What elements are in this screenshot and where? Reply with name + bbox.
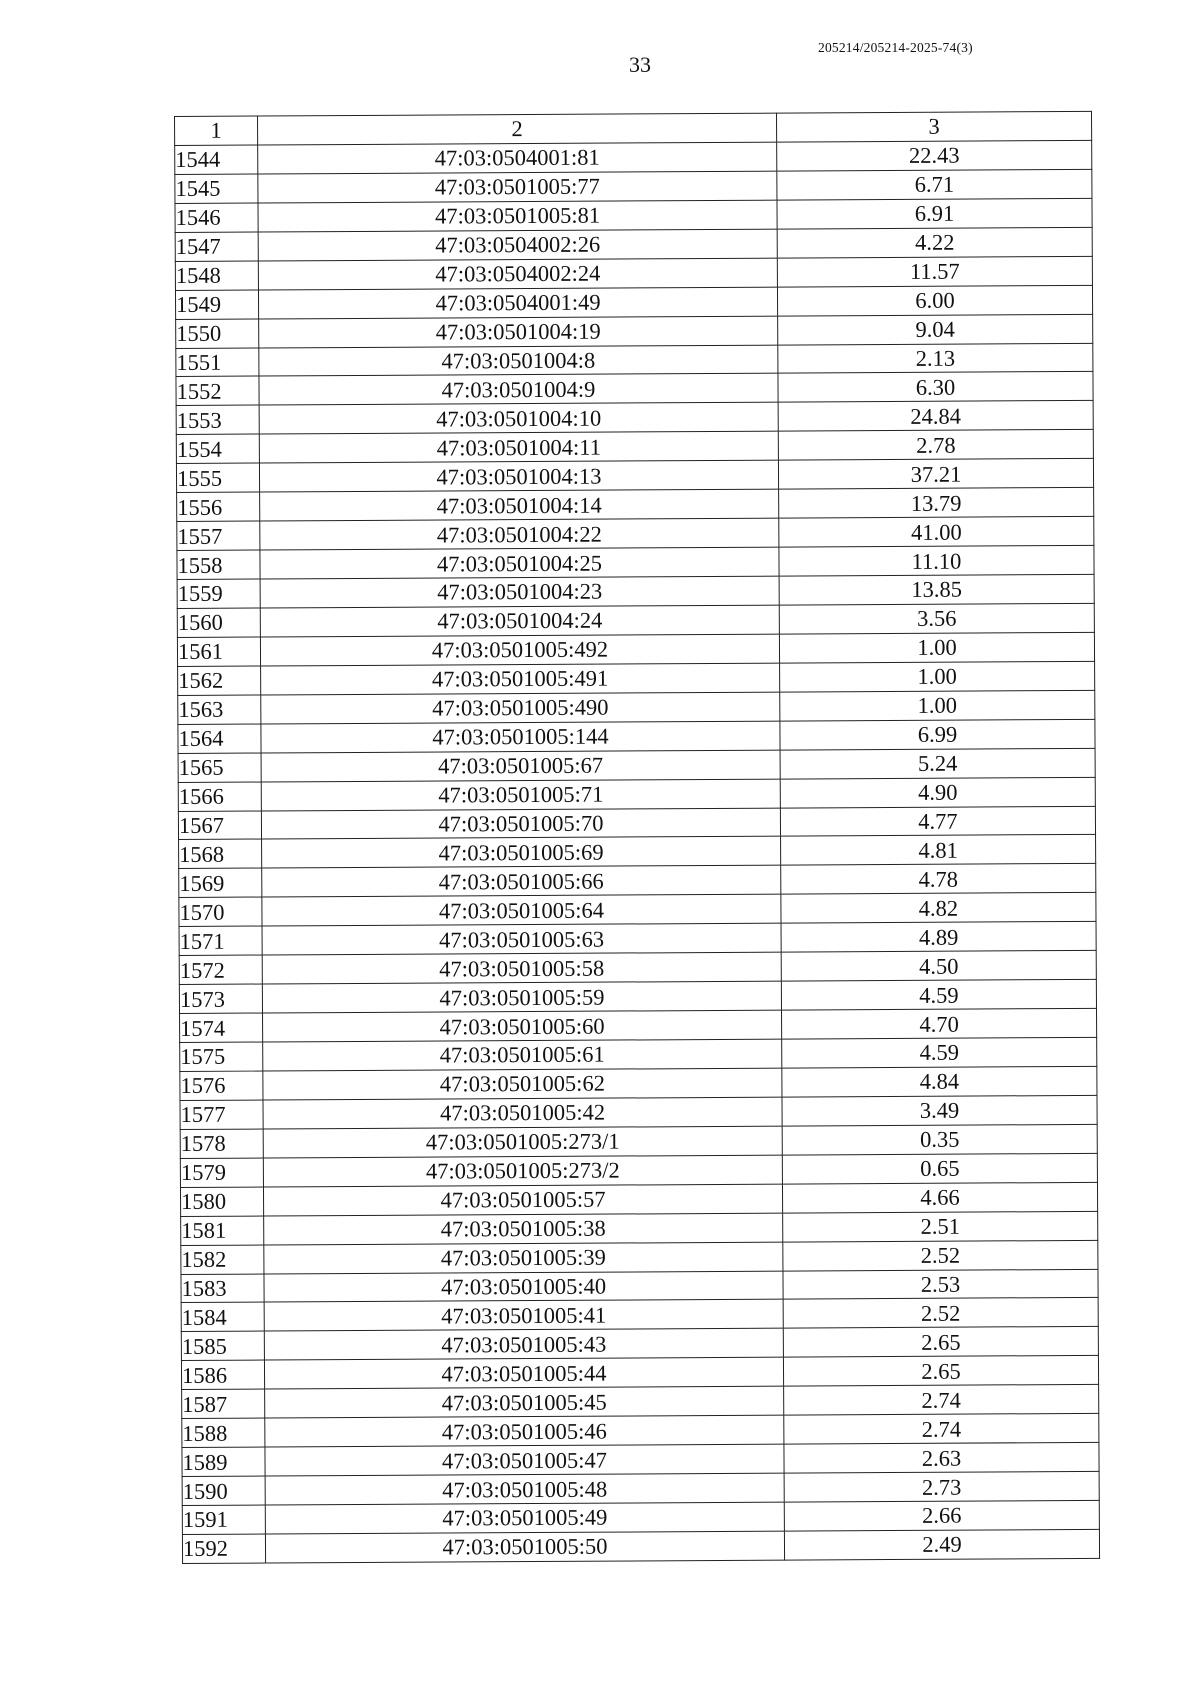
cadastral-number-cell: 47:03:0501004:8	[259, 345, 778, 377]
value-cell: 6.91	[777, 198, 1092, 229]
row-number-cell: 1588	[182, 1418, 265, 1447]
value-cell: 1.00	[779, 632, 1094, 663]
row-number-cell: 1551	[176, 348, 259, 377]
value-cell: 2.51	[783, 1211, 1098, 1242]
cadastral-number-cell: 47:03:0504001:49	[258, 287, 777, 319]
value-cell: 4.59	[782, 1037, 1097, 1068]
cadastral-number-cell: 47:03:0501005:40	[264, 1271, 783, 1303]
cadastral-number-cell: 47:03:0501004:11	[259, 431, 778, 463]
cadastral-number-cell: 47:03:0501005:48	[265, 1473, 784, 1505]
value-cell: 4.78	[781, 864, 1096, 895]
row-number-cell: 1557	[177, 521, 260, 550]
value-cell: 6.00	[777, 285, 1092, 316]
row-number-cell: 1568	[179, 839, 262, 868]
cadastral-number-cell: 47:03:0501004:19	[259, 316, 778, 348]
value-cell: 0.65	[782, 1153, 1097, 1184]
row-number-cell: 1559	[177, 579, 260, 608]
row-number-cell: 1556	[177, 492, 260, 521]
value-cell: 4.70	[782, 1008, 1097, 1039]
table-row	[182, 1529, 1099, 1563]
cadastral-number-cell: 47:03:0501005:47	[265, 1444, 784, 1476]
row-number-cell: 1560	[177, 608, 260, 637]
row-number-cell: 1544	[175, 145, 258, 174]
row-number-cell: 1552	[176, 376, 259, 405]
row-number-cell: 1584	[181, 1302, 264, 1331]
cadastral-number-cell: 47:03:0501005:64	[262, 894, 781, 926]
cadastral-number-cell: 47:03:0501005:492	[260, 634, 779, 666]
value-cell: 2.78	[778, 430, 1093, 461]
row-number-cell: 1558	[177, 550, 260, 579]
row-number-cell: 1566	[178, 782, 261, 811]
value-cell: 4.77	[780, 806, 1095, 837]
row-number-cell: 1582	[181, 1245, 264, 1274]
cadastral-number-cell: 47:03:0501004:14	[260, 489, 779, 521]
cadastral-number-cell: 47:03:0501005:61	[263, 1039, 782, 1071]
cadastral-number-cell: 47:03:0501005:59	[262, 981, 781, 1013]
row-number-cell: 1590	[182, 1476, 265, 1505]
cadastral-number-cell: 47:03:0504002:24	[258, 258, 777, 290]
row-number-cell: 1574	[180, 1013, 263, 1042]
value-cell: 6.30	[778, 372, 1093, 403]
value-cell: 4.59	[781, 979, 1096, 1010]
cadastral-number-cell: 47:03:0501005:41	[264, 1300, 783, 1332]
cadastral-number-cell: 47:03:0501004:22	[260, 518, 779, 550]
row-number-cell: 1572	[179, 955, 262, 984]
cadastral-number-cell: 47:03:0501005:43	[264, 1328, 783, 1360]
cadastral-number-cell: 47:03:0501004:24	[260, 605, 779, 637]
value-cell: 2.65	[783, 1327, 1098, 1358]
cadastral-table	[174, 111, 1100, 1564]
value-cell: 3.49	[782, 1095, 1097, 1126]
cadastral-number-cell: 47:03:0501005:144	[261, 721, 780, 753]
row-number-cell: 1563	[178, 695, 261, 724]
row-number-cell: 1573	[179, 984, 262, 1013]
cadastral-number-cell: 47:03:0501005:39	[264, 1242, 783, 1274]
row-number-cell: 1561	[177, 637, 260, 666]
value-cell: 2.74	[784, 1414, 1099, 1445]
row-number-cell: 1578	[180, 1129, 263, 1158]
row-number-cell: 1565	[178, 753, 261, 782]
cadastral-number-cell: 47:03:0501005:57	[263, 1184, 782, 1216]
cadastral-number-cell: 47:03:0504002:26	[258, 229, 777, 261]
cadastral-number-cell: 47:03:0501005:63	[262, 923, 781, 955]
cadastral-number-cell: 47:03:0501005:70	[261, 808, 780, 840]
cadastral-number-cell: 47:03:0501005:77	[258, 171, 777, 203]
value-cell: 2.63	[784, 1442, 1099, 1473]
row-number-cell: 1581	[181, 1216, 264, 1245]
value-cell: 11.57	[777, 256, 1092, 287]
cadastral-number-cell: 47:03:0501005:44	[264, 1357, 783, 1389]
value-cell: 5.24	[780, 748, 1095, 779]
row-number-cell: 1554	[176, 434, 259, 463]
value-cell: 2.13	[778, 343, 1093, 374]
row-number-cell: 1567	[178, 811, 261, 840]
row-number-cell: 1548	[175, 261, 258, 290]
value-cell: 2.73	[784, 1471, 1099, 1502]
cadastral-number-cell: 47:03:0501004:10	[259, 403, 778, 435]
row-number-cell: 1550	[176, 319, 259, 348]
cadastral-number-cell: 47:03:0501005:38	[264, 1213, 783, 1245]
column-header-1: 1	[175, 116, 258, 145]
row-number-cell: 1575	[180, 1042, 263, 1071]
column-header-2: 2	[258, 113, 777, 145]
value-cell: 2.66	[784, 1500, 1099, 1531]
row-number-cell: 1580	[180, 1187, 263, 1216]
value-cell: 41.00	[779, 516, 1094, 547]
row-number-cell: 1589	[182, 1447, 265, 1476]
row-number-cell: 1571	[179, 926, 262, 955]
value-cell: 2.49	[784, 1529, 1099, 1560]
row-number-cell: 1564	[178, 724, 261, 753]
cadastral-number-cell: 47:03:0501004:25	[260, 547, 779, 579]
value-cell: 9.04	[778, 314, 1093, 345]
value-cell: 1.00	[780, 661, 1095, 692]
value-cell: 4.89	[781, 922, 1096, 953]
cadastral-number-cell: 47:03:0501005:81	[258, 200, 777, 232]
cadastral-number-cell: 47:03:0501005:60	[263, 1010, 782, 1042]
value-cell: 1.00	[780, 690, 1095, 721]
value-cell: 24.84	[778, 401, 1093, 432]
table-body	[175, 111, 1100, 1563]
value-cell: 2.74	[784, 1385, 1099, 1416]
row-number-cell: 1576	[180, 1071, 263, 1100]
value-cell: 2.52	[783, 1240, 1098, 1271]
value-cell: 6.71	[777, 169, 1092, 200]
value-cell: 0.35	[782, 1124, 1097, 1155]
value-cell: 4.90	[780, 777, 1095, 808]
value-cell: 37.21	[778, 459, 1093, 490]
row-number-cell: 1555	[176, 463, 259, 492]
cadastral-number-cell: 47:03:0501005:273/2	[263, 1155, 782, 1187]
value-cell: 11.10	[779, 545, 1094, 576]
row-number-cell: 1545	[175, 174, 258, 203]
row-number-cell: 1591	[182, 1505, 265, 1534]
value-cell: 6.99	[780, 719, 1095, 750]
cadastral-number-cell: 47:03:0501005:45	[265, 1386, 784, 1418]
row-number-cell: 1570	[179, 897, 262, 926]
value-cell: 4.66	[782, 1182, 1097, 1213]
row-number-cell: 1546	[175, 203, 258, 232]
cadastral-number-cell: 47:03:0501005:273/1	[263, 1126, 782, 1158]
value-cell: 4.22	[777, 227, 1092, 258]
row-number-cell: 1549	[175, 290, 258, 319]
cadastral-number-cell: 47:03:0501005:58	[262, 952, 781, 984]
value-cell: 4.81	[781, 835, 1096, 866]
row-number-cell: 1547	[175, 232, 258, 261]
value-cell: 2.52	[783, 1298, 1098, 1329]
row-number-cell: 1553	[176, 405, 259, 434]
row-number-cell: 1569	[179, 868, 262, 897]
value-cell: 13.85	[779, 574, 1094, 605]
row-number-cell: 1586	[181, 1360, 264, 1389]
cadastral-number-cell: 47:03:0501005:491	[261, 663, 780, 695]
row-number-cell: 1587	[182, 1389, 265, 1418]
cadastral-number-cell: 47:03:0501005:71	[261, 779, 780, 811]
cadastral-number-cell: 47:03:0501005:46	[265, 1415, 784, 1447]
cadastral-number-cell: 47:03:0501005:50	[265, 1531, 784, 1563]
row-number-cell: 1577	[180, 1100, 263, 1129]
value-cell: 22.43	[777, 140, 1092, 171]
cadastral-number-cell: 47:03:0501004:13	[259, 460, 778, 492]
row-number-cell: 1592	[182, 1534, 265, 1563]
cadastral-number-cell: 47:03:0501004:23	[260, 576, 779, 608]
cadastral-number-cell: 47:03:0501005:62	[263, 1068, 782, 1100]
value-cell: 3.56	[779, 603, 1094, 634]
row-number-cell: 1579	[180, 1158, 263, 1187]
value-cell: 2.65	[783, 1356, 1098, 1387]
page-number: 33	[629, 52, 651, 77]
row-number-cell: 1585	[181, 1331, 264, 1360]
column-header-3: 3	[776, 111, 1091, 142]
cadastral-number-cell: 47:03:0501005:490	[261, 692, 780, 724]
cadastral-number-cell: 47:03:0501005:67	[261, 750, 780, 782]
row-number-cell: 1562	[178, 666, 261, 695]
value-cell: 2.53	[783, 1269, 1098, 1300]
cadastral-number-cell: 47:03:0501004:9	[259, 374, 778, 406]
value-cell: 4.50	[781, 951, 1096, 982]
value-cell: 4.82	[781, 893, 1096, 924]
cadastral-number-cell: 47:03:0501005:66	[262, 865, 781, 897]
cadastral-number-cell: 47:03:0501005:49	[265, 1502, 784, 1534]
value-cell: 4.84	[782, 1066, 1097, 1097]
cadastral-number-cell: 47:03:0501005:42	[263, 1097, 782, 1129]
document-reference: 205214/205214-2025-74(3)	[818, 40, 973, 55]
cadastral-number-cell: 47:03:0501005:69	[262, 837, 781, 869]
cadastral-number-cell: 47:03:0504001:81	[258, 142, 777, 174]
value-cell: 13.79	[779, 488, 1094, 519]
row-number-cell: 1583	[181, 1274, 264, 1303]
